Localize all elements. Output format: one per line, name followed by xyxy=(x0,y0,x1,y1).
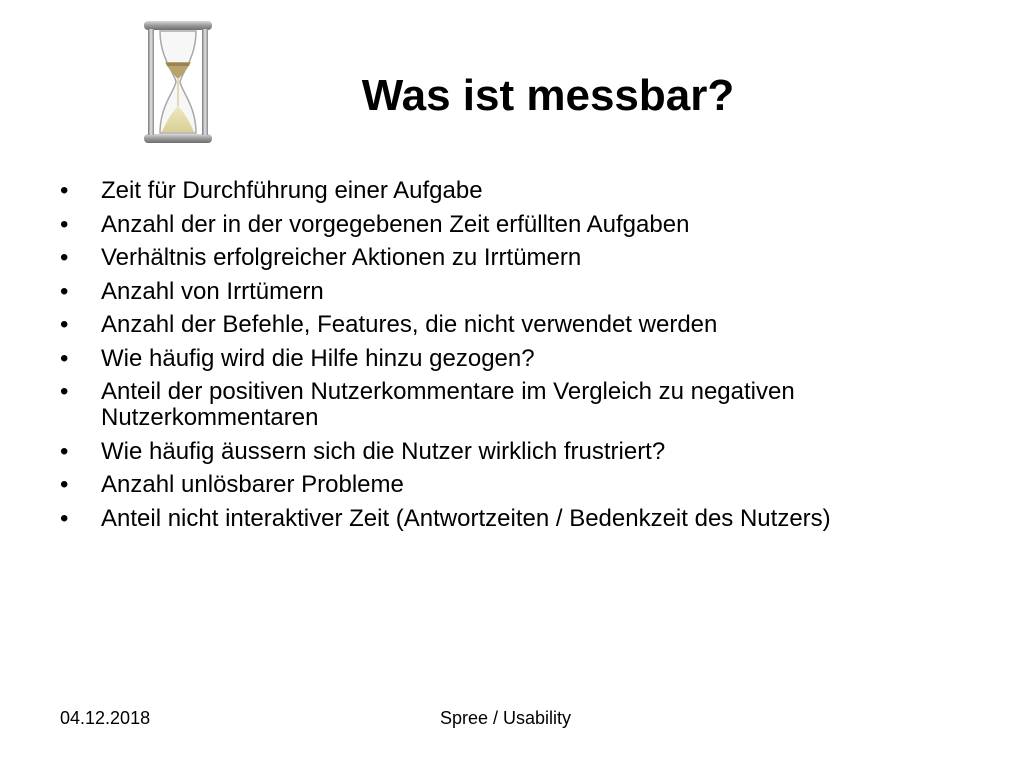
bullet-text: Anzahl unlösbarer Probleme xyxy=(101,471,404,498)
bullet-marker: • xyxy=(60,277,69,305)
list-item xyxy=(60,506,960,532)
bullet-text: Zeit für Durchführung einer Aufgabe xyxy=(101,177,483,204)
footer-title: Spree / Usability xyxy=(440,708,572,728)
list-item xyxy=(60,379,960,431)
list-item xyxy=(60,346,960,372)
list-item xyxy=(60,178,960,204)
bullet-marker: • xyxy=(60,471,69,498)
bullet-text: Wie häufig äussern sich die Nutzer wirklich frustriert? xyxy=(101,437,666,465)
bullet-marker: • xyxy=(60,177,69,204)
bullet-text: Wie häufig wird die Hilfe hinzu gezogen? xyxy=(101,344,535,372)
slide-title: Was ist messbar? xyxy=(361,71,735,120)
bullet-marker: • xyxy=(60,311,69,338)
list-item xyxy=(60,472,960,498)
bullet-marker: • xyxy=(60,437,69,465)
list-item xyxy=(60,212,960,238)
bullet-text: Anteil nicht interaktiver Zeit (Antwortzeiten / Bedenkzeit des Nutzers) xyxy=(101,504,831,532)
bullet-text: Verhältnis erfolgreicher Aktionen zu Irrtümern xyxy=(101,244,582,271)
list-item xyxy=(60,245,960,271)
bullet-marker: • xyxy=(60,378,69,405)
bullet-text: Anzahl von Irrtümern xyxy=(101,277,324,305)
bullet-text: Anteil der positiven Nutzerkommentare im Vergleich zu negativen Nutzerkommentaren xyxy=(101,378,795,431)
bullet-text: Anzahl der Befehle, Features, die nicht verwendet werden xyxy=(101,311,718,338)
bullet-list xyxy=(60,178,960,539)
bullet-marker: • xyxy=(60,344,69,372)
bullet-marker: • xyxy=(60,504,69,532)
bullet-marker: • xyxy=(60,210,69,238)
list-item xyxy=(60,312,960,338)
list-item xyxy=(60,279,960,305)
list-item xyxy=(60,439,960,465)
bullet-marker: • xyxy=(60,244,69,271)
bullet-text: Anzahl der in der vorgegebenen Zeit erfüllten Aufgaben xyxy=(101,210,690,238)
footer-date: 04.12.2018 xyxy=(60,708,151,728)
